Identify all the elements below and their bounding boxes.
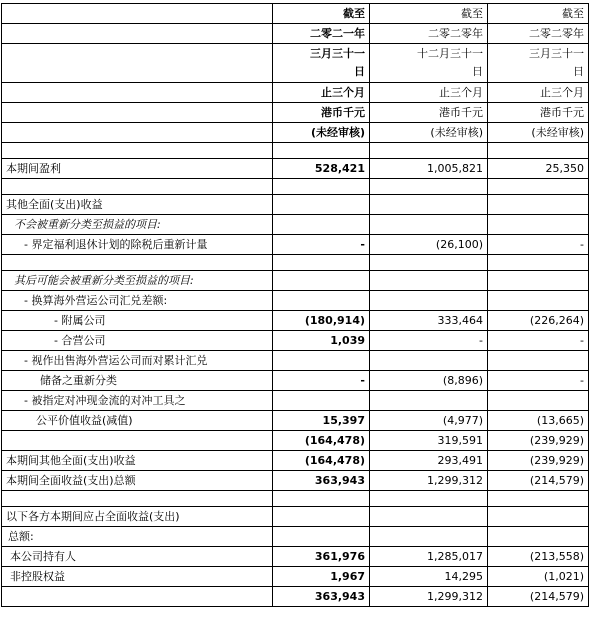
value-cell: 319,591 [370, 431, 488, 451]
header-row [2, 103, 589, 123]
value-cell: 1,299,312 [370, 587, 488, 607]
header-row [2, 123, 589, 143]
header-row [2, 83, 589, 103]
row-label: 储备之重新分类 [2, 371, 273, 391]
header-row [2, 44, 589, 83]
table-row [2, 351, 589, 371]
table-row [2, 215, 589, 235]
header-cell: 止三个月 [273, 83, 370, 103]
value-cell: (13,665) [488, 411, 589, 431]
header-blank [2, 44, 273, 83]
value-cell: - [488, 371, 589, 391]
header-cell: 二零二零年 [370, 24, 488, 44]
value-cell: 333,464 [370, 311, 488, 331]
row-label: 本期间其他全面(支出)收益 [2, 451, 273, 471]
row-label: - 合营公司 [2, 331, 273, 351]
value-cell: 15,397 [273, 411, 370, 431]
row-label: 非控股权益 [2, 567, 273, 587]
value-cell: - [273, 371, 370, 391]
table-row [2, 391, 589, 411]
row-label: 其后可能会被重新分类至损益的项目: [2, 271, 273, 291]
table-row [2, 547, 589, 567]
value-cell: - [488, 235, 589, 255]
value-cell: 1,285,017 [370, 547, 488, 567]
table-row [2, 471, 589, 491]
value-cell: (8,896) [370, 371, 488, 391]
value-cell: (213,558) [488, 547, 589, 567]
header-cell: (未经审核) [488, 123, 589, 143]
subtotal-row [2, 431, 589, 451]
table-row [2, 567, 589, 587]
value-cell: 363,943 [273, 471, 370, 491]
table-row [2, 159, 589, 179]
table-row [2, 311, 589, 331]
spacer-row [2, 143, 589, 159]
table-row [2, 271, 589, 291]
row-label: 不会被重新分类至损益的项目: [2, 215, 273, 235]
table-row [2, 371, 589, 391]
table-row [2, 411, 589, 431]
header-blank [2, 103, 273, 123]
value-cell: (239,929) [488, 431, 589, 451]
row-label: - 被指定对冲现金流的对冲工具之 [2, 391, 273, 411]
header-blank [2, 24, 273, 44]
header-cell: 港币千元 [370, 103, 488, 123]
value-cell: 293,491 [370, 451, 488, 471]
header-cell: 截至 [488, 4, 589, 24]
value-cell: 361,976 [273, 547, 370, 567]
row-label: 总额: [2, 527, 273, 547]
row-label: - 附属公司 [2, 311, 273, 331]
row-label: 本期间盈利 [2, 159, 273, 179]
row-label: 其他全面(支出)收益 [2, 195, 273, 215]
value-cell: (164,478) [273, 451, 370, 471]
total-row [2, 587, 589, 607]
value-cell: 1,299,312 [370, 471, 488, 491]
value-cell: 14,295 [370, 567, 488, 587]
header-cell: 止三个月 [370, 83, 488, 103]
header-cell: 二零二零年 [488, 24, 589, 44]
table-row [2, 507, 589, 527]
header-cell: 港币千元 [273, 103, 370, 123]
value-cell: - [370, 331, 488, 351]
spacer-row [2, 179, 589, 195]
value-cell: (26,100) [370, 235, 488, 255]
value-cell: (1,021) [488, 567, 589, 587]
value-cell: 1,005,821 [370, 159, 488, 179]
header-cell: (未经审核) [273, 123, 370, 143]
value-cell: - [488, 331, 589, 351]
row-label: - 换算海外营运公司汇兑差额: [2, 291, 273, 311]
header-blank [2, 123, 273, 143]
table-row [2, 527, 589, 547]
header-cell: 十二月三十一 日 [370, 44, 488, 83]
table-row [2, 451, 589, 471]
header-cell: 港币千元 [488, 103, 589, 123]
value-cell: (180,914) [273, 311, 370, 331]
spacer-row [2, 255, 589, 271]
header-cell: (未经审核) [370, 123, 488, 143]
value-cell: 1,039 [273, 331, 370, 351]
header-cell: 止三个月 [488, 83, 589, 103]
value-cell: (214,579) [488, 471, 589, 491]
header-row [2, 24, 589, 44]
row-label: - 视作出售海外营运公司而对累计汇兑 [2, 351, 273, 371]
row-label: 公平价值收益(减值) [2, 411, 273, 431]
financial-table [1, 3, 589, 607]
table-row [2, 291, 589, 311]
row-label: 本公司持有人 [2, 547, 273, 567]
header-row [2, 4, 589, 24]
header-blank [2, 4, 273, 24]
row-label: 本期间全面收益(支出)总额 [2, 471, 273, 491]
table-row [2, 235, 589, 255]
value-cell: (239,929) [488, 451, 589, 471]
value-cell: (164,478) [273, 431, 370, 451]
header-cell: 三月三十一 日 [273, 44, 370, 83]
table-row [2, 195, 589, 215]
header-cell: 三月三十一 日 [488, 44, 589, 83]
value-cell: (226,264) [488, 311, 589, 331]
value-cell: (4,977) [370, 411, 488, 431]
spacer-row [2, 491, 589, 507]
header-cell: 二零二一年 [273, 24, 370, 44]
value-cell: 528,421 [273, 159, 370, 179]
value-cell: (214,579) [488, 587, 589, 607]
header-blank [2, 83, 273, 103]
row-label: - 界定福利退休计划的除税后重新计量 [2, 235, 273, 255]
table-row [2, 331, 589, 351]
header-cell: 截至 [273, 4, 370, 24]
value-cell: 363,943 [273, 587, 370, 607]
row-label: 以下各方本期间应占全面收益(支出) [2, 507, 273, 527]
value-cell: 25,350 [488, 159, 589, 179]
value-cell: - [273, 235, 370, 255]
value-cell: 1,967 [273, 567, 370, 587]
header-cell: 截至 [370, 4, 488, 24]
